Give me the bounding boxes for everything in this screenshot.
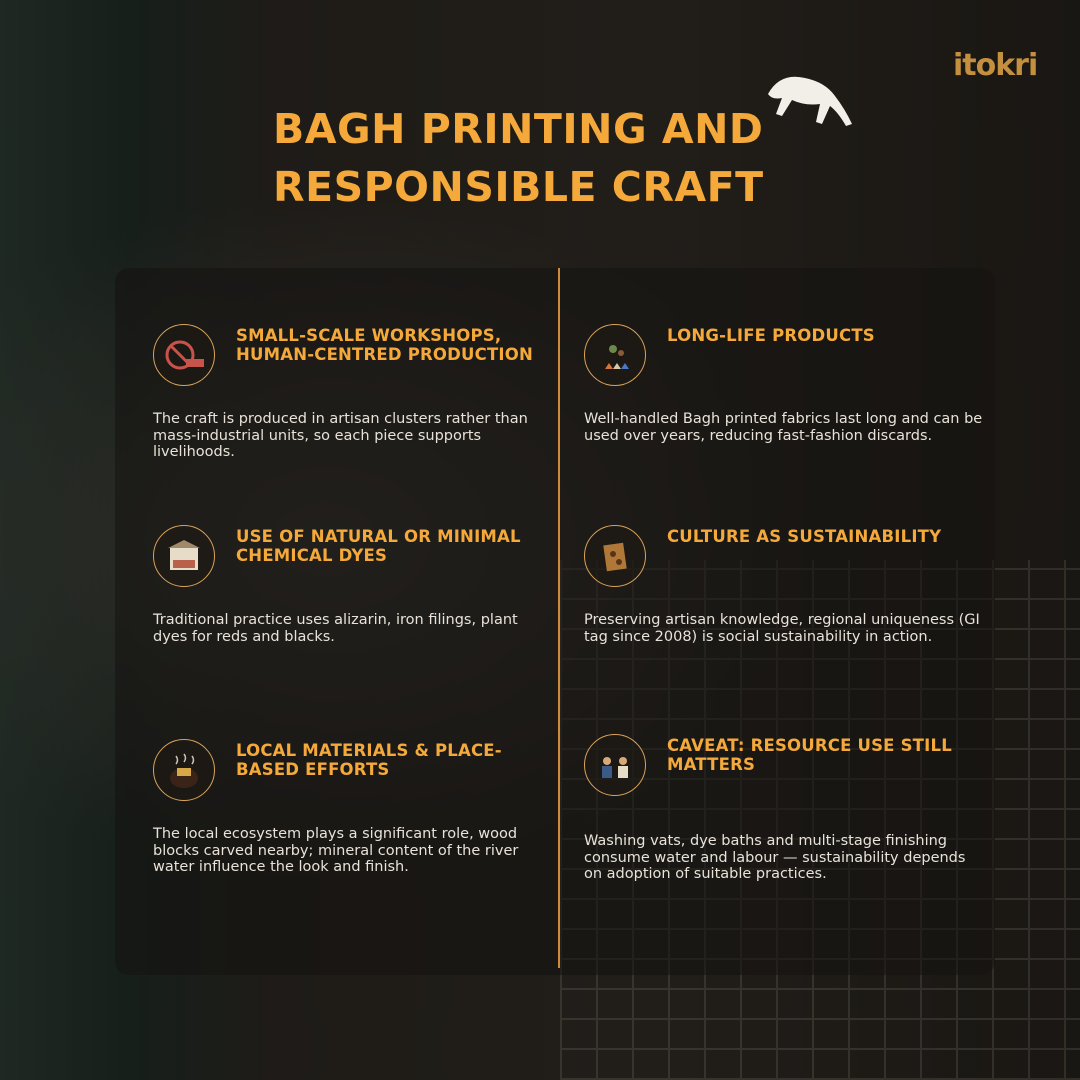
tiger-illustration-icon bbox=[760, 64, 855, 134]
item-body: Traditional practice uses alizarin, iron filings, plant dyes for reds and blacks. bbox=[153, 612, 518, 645]
item-body: The local ecosystem plays a significant role, wood blocks carved nearby; mineral content of the river water influence the look and finish. bbox=[153, 826, 519, 875]
item-heading: CAVEAT: RESOURCE USE STILL MATTERS bbox=[667, 736, 952, 774]
natural-pigments-icon bbox=[584, 324, 646, 386]
item-body: Preserving artisan knowledge, regional uniqueness (GI tag since 2008) is social sustainability in action. bbox=[584, 612, 980, 645]
title-line-1: BAGH PRINTING AND bbox=[273, 105, 764, 153]
item-heading: SMALL-SCALE WORKSHOPS, HUMAN-CENTRED PRODUCTION bbox=[236, 326, 533, 364]
item-heading: LOCAL MATERIALS & PLACE-BASED EFFORTS bbox=[236, 741, 502, 779]
page-title bbox=[273, 100, 764, 216]
no-factory-icon bbox=[153, 324, 215, 386]
column-divider bbox=[558, 268, 560, 968]
item-heading: CULTURE AS SUSTAINABILITY bbox=[667, 527, 942, 546]
brand-logo: itokri bbox=[953, 48, 1038, 83]
dye-shop-icon bbox=[153, 525, 215, 587]
item-heading: USE OF NATURAL OR MINIMAL CHEMICAL DYES bbox=[236, 527, 521, 565]
boiling-pot-icon bbox=[153, 739, 215, 801]
title-line-2: RESPONSIBLE CRAFT bbox=[273, 163, 764, 211]
artisans-icon bbox=[584, 734, 646, 796]
item-body: Washing vats, dye baths and multi-stage finishing consume water and labour — sustainability depends on adoption of suitable practices. bbox=[584, 833, 966, 882]
item-body: Well-handled Bagh printed fabrics last long and can be used over years, reducing fast-fashion discards. bbox=[584, 411, 983, 444]
item-heading: LONG-LIFE PRODUCTS bbox=[667, 326, 875, 345]
item-body: The craft is produced in artisan clusters rather than mass-industrial units, so each piece supports livelihoods. bbox=[153, 411, 528, 460]
printed-fabric-icon bbox=[584, 525, 646, 587]
